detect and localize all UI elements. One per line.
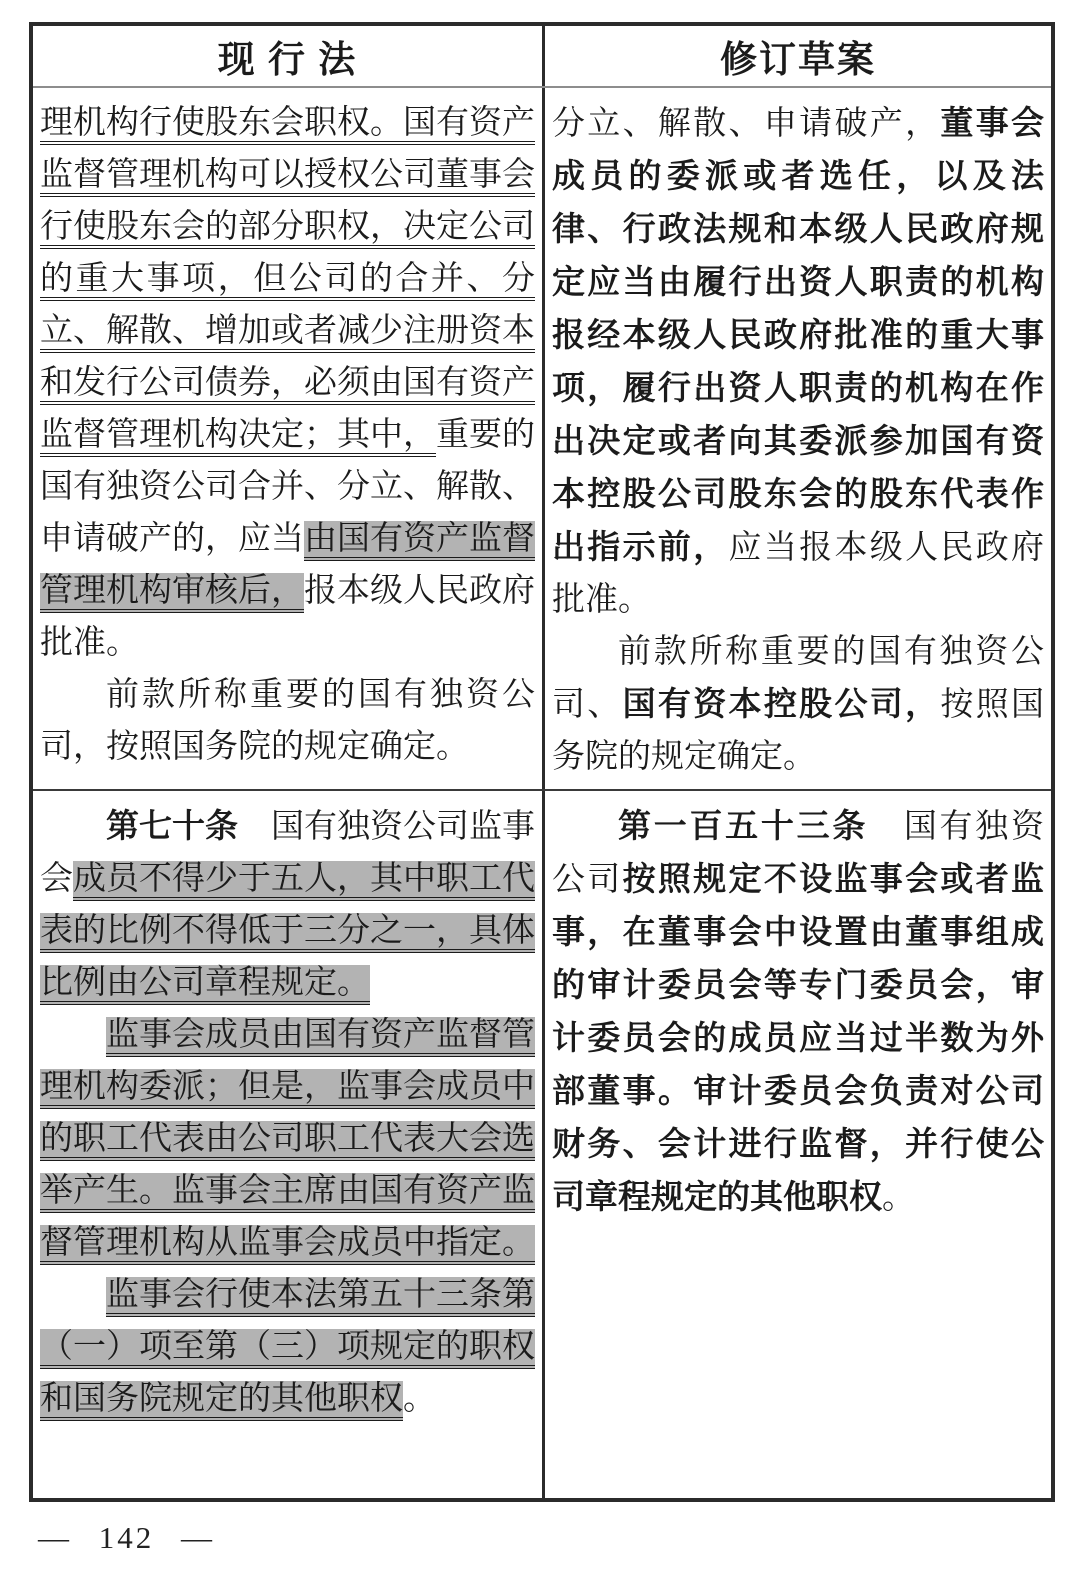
text-run-bold: 按照规定不设监事会或者监事，在董事会中设置由董事组成的审计委员会等专门委员会，审计委员会的成员应当过半数为外部董事。审计委员会负责对公司财务、会计进行监督，并行使公司章程规定的其他职权 (552, 860, 1045, 1215)
text-run: 前款所称重要的国有独资公司、 (552, 634, 1044, 723)
cell-current-law-article-69 (33, 88, 542, 789)
paragraph (552, 97, 1044, 626)
text-run-bold: 董事会成员的委派或者选任，以及法律、行政法规和本级人民政府规定应当由履行出资人职责的机构报经本级人民政府批准的重大事项，履行出资人职责的机构在作出决定或者向其委派参加国有资本控股公司股东会的股东代表作出指示前， (552, 104, 1045, 565)
page-number: — 142 — (38, 1520, 215, 1555)
text-run-highlighted: 由国有资产监督管理机构审核后， (40, 521, 535, 613)
table-row-article-70 (33, 791, 1051, 1498)
law-comparison-table (29, 22, 1055, 1502)
paragraph (40, 669, 535, 773)
paragraph (40, 97, 535, 669)
text-run: 。 (403, 1381, 436, 1417)
cell-current-law-article-70 (33, 791, 542, 1498)
text-run-bold: 国有资本控股公司， (622, 685, 941, 722)
text-run-underlined: 理机构行使股东会职权。国有资产监督管理机构可以授权公司董事会行使股东会的部分职权，决定公司的重大事项，但公司的合并、分立、解散、增加或者减少注册资本和发行公司债券，必须由国有资产监督管理机构决定；其中， (40, 105, 535, 457)
text-run: 分立、解散、申请破产， (552, 106, 941, 142)
text-run-highlighted: 监事会成员由国有资产监督管理机构委派；但是，监事会成员中的职工代表由公司职工代表大会选举产生。监事会主席由国有资产监督管理机构从监事会成员中指定。 (40, 1017, 535, 1265)
cell-revised-draft-article-152 (542, 88, 1051, 789)
text-run-article-number: 第一百五十三条 (618, 807, 869, 844)
text-run: 重要的国有独资公司合并、分立、解散、申请破产的，应当 (40, 417, 535, 557)
text-run-article-number: 第七十条 (106, 807, 238, 844)
table-row-article-69 (33, 88, 1051, 791)
paragraph (40, 800, 535, 1009)
header-revised-draft: 修订草案 (542, 26, 1051, 86)
text-run: 应当报本级人民政府批准。 (552, 530, 1045, 618)
text-run-highlighted: 监事会行使本法第五十三条第（一）项至第（三）项规定的职权和国务院规定的其他职权 (40, 1277, 535, 1421)
paragraph (40, 1009, 535, 1269)
text-run: 前款所称重要的国有独资公司，按照国务院的规定确定。 (40, 677, 535, 765)
cell-revised-draft-article-153 (542, 791, 1051, 1498)
header-current-law: 现 行 法 (217, 40, 358, 81)
text-run: 报本级人民政府批准。 (40, 573, 535, 661)
table-header-row (33, 26, 1051, 88)
paragraph (552, 626, 1044, 783)
text-run: 。 (882, 1180, 915, 1216)
text-run: 国有独资公司监事会 (40, 809, 535, 897)
paragraph (40, 1269, 535, 1425)
paragraph (552, 800, 1044, 1224)
text-run-highlighted: 成员不得少于五人，其中职工代表的比例不得低于三分之一，具体比例由公司章程规定。 (40, 861, 535, 1005)
text-run: 按照国务院的规定确定。 (552, 687, 1045, 775)
text-run: 国有独资公司 (552, 809, 1045, 898)
